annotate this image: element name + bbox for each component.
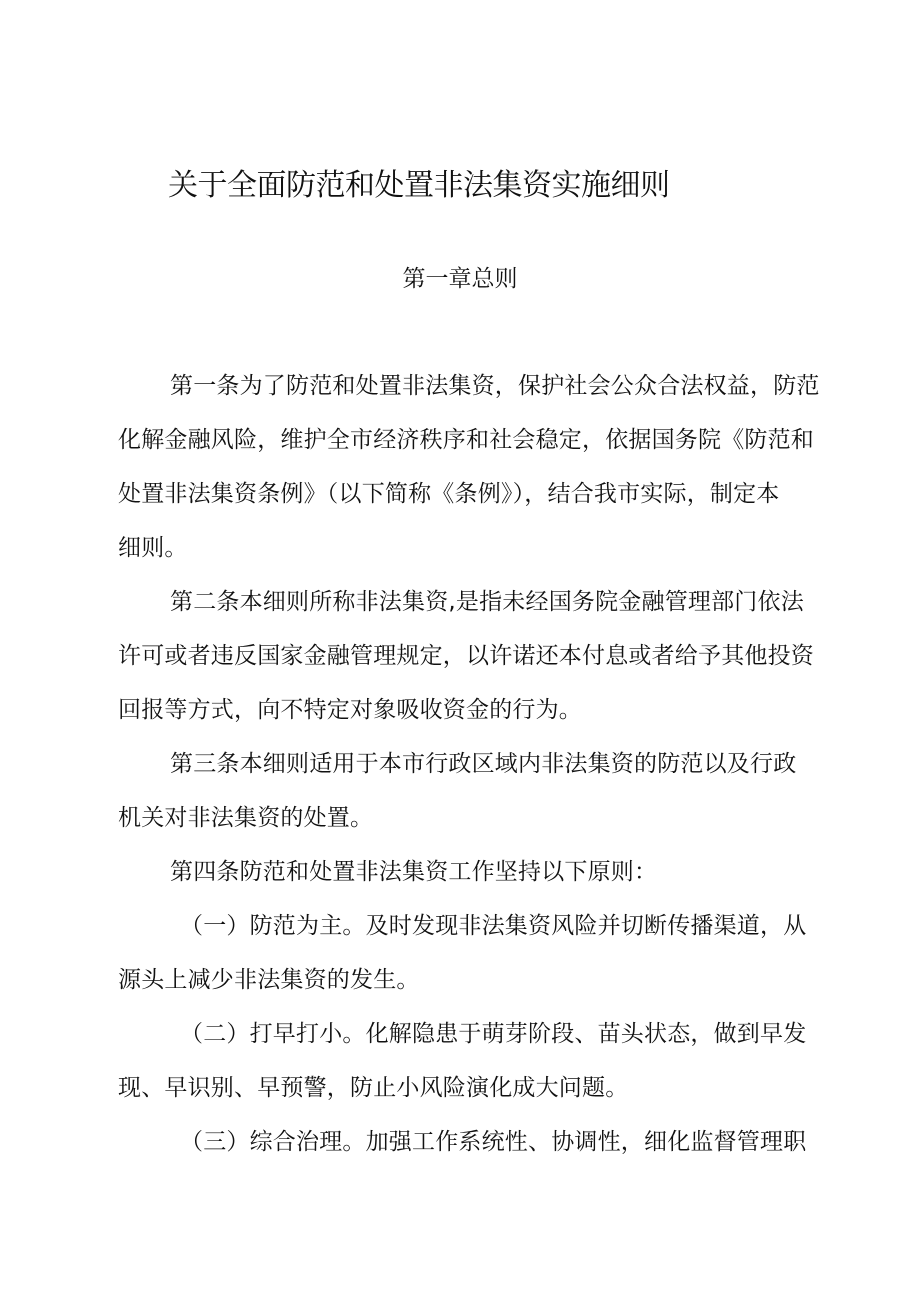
- document-title: 关于全面防范和处置非法集资实施细则: [168, 168, 670, 203]
- body-line: 回报等方式，向不特定对象吸收资金的行为。: [118, 697, 582, 723]
- body-line: （三）综合治理。加强工作系统性、协调性，细化监督管理职: [180, 1129, 807, 1155]
- body-line: 许可或者违反国家金融管理规定，以许诺还本付息或者给予其他投资: [118, 643, 814, 669]
- body-line: 细则。: [118, 535, 188, 561]
- body-line: 现、早识别、早预警，防止小风险演化成大问题。: [118, 1075, 629, 1101]
- body-line: 第四条防范和处置非法集资工作坚持以下原则：: [170, 859, 658, 885]
- body-line: （一）防范为主。及时发现非法集资风险并切断传播渠道，从: [180, 913, 807, 939]
- body-line: 处置非法集资条例》（以下简称《条例》），结合我市实际，制定本: [118, 481, 780, 507]
- chapter-title: 第一章总则: [402, 266, 518, 292]
- body-line: 第二条本细则所称非法集资,是指未经国务院金融管理部门依法: [170, 589, 804, 615]
- body-line: 源头上减少非法集资的发生。: [118, 967, 420, 993]
- body-line: 第一条为了防范和处置非法集资，保护社会公众合法权益，防范: [170, 373, 820, 399]
- body-line: 机关对非法集资的处置。: [118, 805, 374, 831]
- body-line: 第三条本细则适用于本市行政区域内非法集资的防范以及行政: [170, 751, 797, 777]
- body-line: （二）打早打小。化解隐患于萌芽阶段、苗头状态，做到早发: [180, 1021, 807, 1047]
- body-line: 化解金融风险，维护全市经济秩序和社会稳定，依据国务院《防范和: [118, 427, 814, 453]
